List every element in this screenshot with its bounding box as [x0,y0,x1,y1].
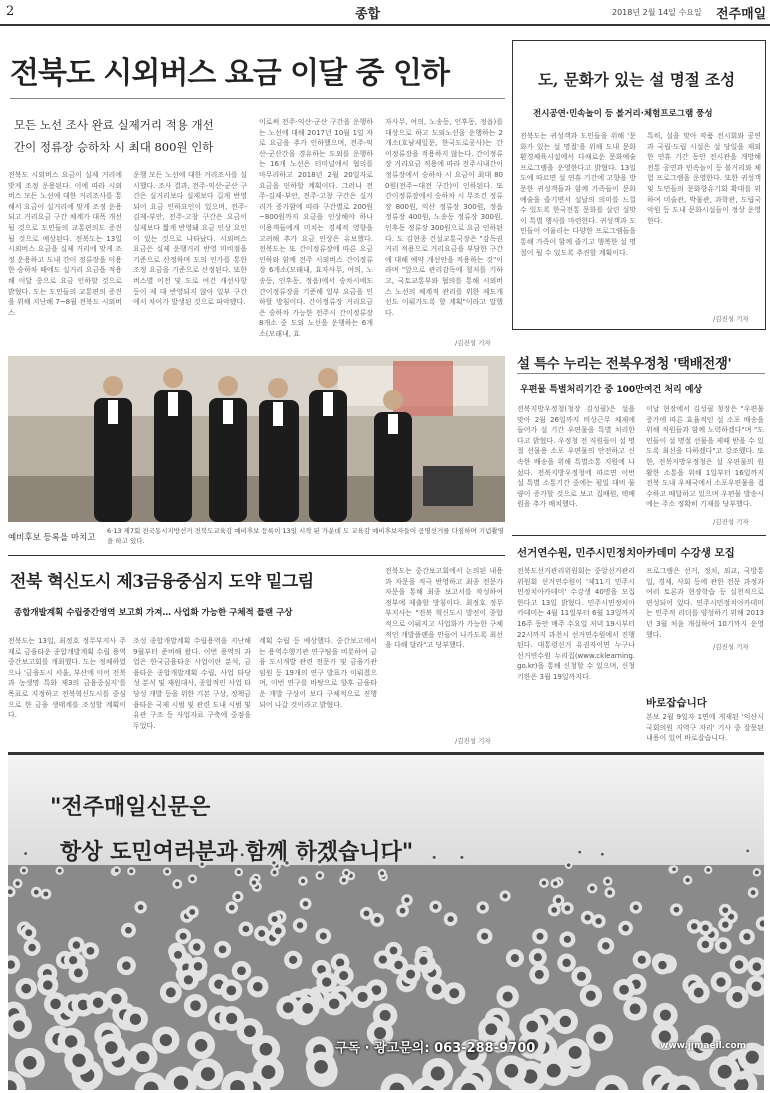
article1-subhead-2: 간이 정류장 승하차 시 최대 800원 인하 [14,140,214,154]
article3-headline: 설 특수 누리는 전북우정청 '택배전쟁' [517,356,732,372]
article4-col2: 조성 종합개발계획 수립용역을 지난해 9월부터 준비해 왔다. 이번 용역의 과업은 한국금융타운 사업이란 분석, 금융타운 종합개발계획 수립, 사업 타당성 분석 및 재원대사, 종합적인 사업 타당성 개발 등을 위한 기본 구상, 정책금융타운 국제 시범 및 관련 도내 시범 및 유관 구조 등 사업자료 구축에 중점을 두었다. [133,637,251,730]
article5-byline: /김진성 기자 [713,643,749,651]
photo-caption-text: 6·13 제7회 전국동시지방선거 전북도교육감 예비후보 등록이 13일 시작 된 가운데 도 교육감 예비후보자들이 공명선거를 다짐하며 기념촬영을 하고 있다. [107,527,504,545]
article1-headline: 전북도 시외버스 요금 이달 중 인하 [10,56,449,91]
ad-slogan-line1: "전주매일신문은 [50,794,211,820]
article3-subheadline: 우편물 특별처리기간 중 100만여건 처리 예상 [520,385,703,395]
box-byline: /김진성 기자 [713,315,749,323]
ad-slogan-line2: 항상 도민여러분과 함께 하겠습니다" [60,839,414,865]
box-headline: 도, 문화가 있는 설 명절 조성 [538,70,736,89]
box-subheadline: 전시공연·민속놀이 등 볼거리·체험프로그램 풍성 [533,109,713,119]
newspaper-brand: 전주매일 [716,7,767,22]
article3-col2: 이날 현장에서 김성필 청장은 "우편물 증가에 따른 효율적인 설 소포 배송을 위해 직원들과 함께 노력하겠다"며 "도민들이 설 명절 선물을 제때 받을 수 있도록 최선을 다하겠다"고 강조했다. 또한, 전북지방우정청은 설 우편물의 원활한 소통을 위해 1일부터 16일까지 전북 도내 우체국에서 소포우편물을 접수하고 배달하고 있으며 우편물 발송시에는 주소 정확히 기재를 당부했다. [646,405,764,509]
article1-byline: /김진성 기자 [455,339,491,347]
box-col1: 전북도는 귀성객과 도민들을 위해 '문화가 있는 설 명절'을 위해 도내 문화환경체육시설에서 다채로운 문화예술 프로그램을 운영한다고 밝혔다. 13일 도에 따르면 설 연휴 기간에 고향을 방문한 귀성객들과 함께 가족들이 문화예술을 즐기면서 설날의 의미를 느낄 수 있도록 한국전통 문화를 살린 설맞이 특별 행사를 마련한다. 귀성객과 도민들이 어울리는 다양한 프로그램들을 통해 가족이 함께 즐기고 행복한 설 명절이 될 수 있도록 추진할 계획이다. [520,132,636,257]
box-col2: 특히, 설을 맞아 작품 전시회와 공연과 국립·도립 시설은 설 당일을 제외한 연휴 기간 동안 전시관을 개방해 전통 공연과 민속놀이 등 볼거리와 체험 프로그램을 운영한다. 또한 귀성객 및 도민들의 문화향유기회 확대를 위하여 미술관, 박물관, 과학관, 도립국악원 등 도내 문화시설들이 정상 운영한다. [647,132,761,225]
article5-col2: 프로그램은 선거, 정치, 외교, 국방통일, 경제, 사회 등에 관한 전문 과정과 여러 토론과 현장학습 등 실천적으로 편성되어 있다. 민주시민정치아카데미는 민주적 리더를 양성하기 위해 2013년 3월 처음 개설하여 10기까지 운영했다. [646,567,764,639]
article4-col3: 계획 수립 등 예상했다. 중간보고에서는 용역수행기관 연구팀을 비롯하여 금융 도시개발 관련 전문가 및 금융기관 임원 등 19개의 연구 발표가 이뤄졌으며, 이번 연구를 바탕으로 향후 금융타운 개발 구상이 보다 구체적으로 진행되어 나갈 것이라고 밝혔다. [259,637,377,709]
divider [517,373,765,374]
article4-subheadline: 종합개발계획 수립중간영역 보고회 가져… 사업화 가능한 구체적 플랜 구상 [14,608,293,618]
article4-byline: /김진성 기자 [455,737,491,745]
article6-headline: 바로잡습니다 [646,697,707,709]
page-number: 2 [6,4,15,19]
section-name: 종합 [355,7,381,22]
article1-col4: 자사무, 여의, 노송동, 인후동, 정읍)를 대상으로 하고 도외노선을 운행하는 2개소(호남제일문, 한국도로공사)는 간이정류장을 적용하지 않는다. 간이정류장 거리요금 적용에 따라 전주시내간이정류장에서 승하차 시 요금이 최대 800원(전주~대전 구간)이 인하된다. 또 간이정류장에서 승하차 시 무조건 정류장 800원, 익산 정류장 300원, 정읍 정류장 400원, 노송동 정류장 300원, 인후동 정류장 300원으로 요금 인하된다. 도 김현종 건설교통국장은 "감독권 거리 적용으로 거리요금을 부담한 구간에 대해 예약 개선안을 적용하는 것"이라며 "앞으로 관리감독에 철저를 기하고, 국토교통부와 협의를 통해 시외버스 노선의 체계적 관리를 위한 제도개선도 이뤄가도록 할 계획"이라고 말했다. [385,118,503,317]
article1-col3: 이로써 전주-익산-군산 구간을 운행하는 노선에 대해 2017년 10월 1일 자로 요금을 추가 인하했으며, 전주-익산-군산간을 경유하는 도외를 운행하는 16개 노선은 터미널에서 협의를 마무리하고 2018년 2월 20일자로 요금을 인하할 계획이다. 그러나 전주-김제-부안, 전주-고창 구간은 실거리가 증가함에 따라 구간별로 200원~800원까지 요금을 인상해야 하나 이용객들에게 미치는 경제적 영향을 고려해 추가 요금 인상은 유보했다. 전북도는 또 간이정류장에 따른 요금인하와 함께 전주 시외버스 간이정류장 6개소(모래내, 효자사무, 여의, 노송동, 인후동, 정읍)에서 승차시에도 간이정류장을 기준해 일부 요금을 인하할 방침이다. 간이정류장 거리요금은 승하차 가능한 전주시 간이정류장 8개소 중 도외 노선을 운행하는 6개소(모래내, 효 [259,118,373,338]
divider [512,535,766,536]
photo-illustration [8,356,505,522]
ad-contact: 구독 · 광고문의: 063-288-9700 [335,1041,536,1056]
divider [10,98,505,99]
date-line: 2018년 2월 14일 수요일 [612,8,702,17]
article4-col1: 전북도는 13일, 최정호 정무부지사 주재로 금융타운 종합개발계획 수립 용역 중간보고회를 개최했다. 도는 정체하였으나 '금융도시 서울, 부산에 이어 전북과 농생명 특화 제3의 금융중심지'를 목표로 지정하고 전북혁신도시를 중심으로 한 금융 생태계를 조성할 계획이다. [8,637,126,720]
article1-subheads [14,114,244,158]
article4-col4: 전북도는 중간보고회에서 논의된 내용과 자문을 적극 반영하고 최종 전문가 자문을 통해 최종 보고서를 작성하여 정부에 제출할 방침이다. 최정호 정무부지사는 "전북 혁신도시 발전이 종합적으로 이뤄지고 사업화가 가능한 구체적인 개발플랜을 만들어 나가도록 최선을 다해 달라"고 당부했다. [385,567,503,650]
article3-col1: 전북지방우정청(청장 김성필)은 설을 맞아 2월 26일까지 비상근무 체제에 들어가 설 기간 우편물을 특별 처리한다고 밝혔다. 우정청 전 직원들이 설 명절 선물용 소포 우편물의 안전하고 신속한 배송을 위해 특별소통 지원에 나섰다. 전북지방우정청에 따르면 이번 설 특별 소통기간 중에는 평일 대비 물량이 증가할 것으로 보고 집배원, 택배원을 추가 배치했다. [517,405,635,509]
article1-col1: 전북도 시외버스 요금이 실제 거리에 맞게 조정 운용된다. 이에 따라 시외버스 모든 노선에 대한 거리조사를 통해서 요금이 실거리에 맞게 조정 운용되고 거리요금 구간 체계가 대폭 개선될 것으로 도민들의 교통편의도 증진될 것으로 예상된다. 전북도는 13일 시외버스 요금을 실제 거리에 맞게 조정 운용하고 도내 간이 정류장을 이용한 승하차 때에도 실거리 요금을 적용해 이달 중으로 요금 인하할 것으로 밝혔다. 도는 도민들의 교통편의 증진을 위해 지난해 7~8월 전북도 시외버스 [8,171,122,317]
divider [8,555,505,556]
article3-byline: /김진성 기자 [713,518,749,526]
article6-text: 본보 2월 9일자 1면에 게재된 '익산시 국회의원 지역구 자리' 기사 중 잘못된 내용이 있어 바로잡습니다. [646,713,764,743]
article1-subhead-1: 모든 노선 조사 완료 실제거리 적용 개선 [14,118,214,132]
article4-headline: 전북 혁신도시 제3금융중심지 도약 밑그림 [10,572,314,592]
candidates-photo [8,356,505,522]
article5-col1: 전북도선거관리위원회는 중앙선거관리위원회 선거연수원이 '제11기 민주시민정치아카데미' 수강생 40명을 모집한다고 13일 밝혔다. 민주시민정치아카데미는 4월 11일부터 6월 13일까지 16주 동안 매주 수요일 저녁 19시부터 22시까지 과천시 선거연수원에서 진행된다. 대통령선거 유권자이면 누구나 선거연수원 누리집(www.cklearning.go.kr)을 통해 신청할 수 있으며, 신청기한은 3월 19일까지다. [517,567,635,681]
photo-caption-title: 예비후보 등록을 마치고 [8,533,96,543]
article1-col2: 운행 모든 노선에 대한 거리조사를 실시했다. 조사 결과, 전주-익산-군산 구간은 실거리보다 실제보다 길게 반영되어 요금 인하요인이 있으며, 전주-김제-부안, 전주-고창 구간은 요금이 실제보다 짧게 반영돼 요금 인상 요인이 있는 것으로 나타났다. 시외버스 요금은 실제 운행거리 반영 미비점을 기준으로 산정하며 도의 인가를 통한 조정 요금을 기준으로 산정된다. 또한 버스별 이전 및 도로 여건 개선사항 등이 제 대 반영되지 않아 일부 구간에서 차이가 발생된 것으로 파악됐다. [133,171,247,307]
article5-headline: 선거연수원, 민주시민정치아카데미 수강생 모집 [517,547,735,559]
ad-website: www.jjmaeil.com [660,1041,746,1051]
